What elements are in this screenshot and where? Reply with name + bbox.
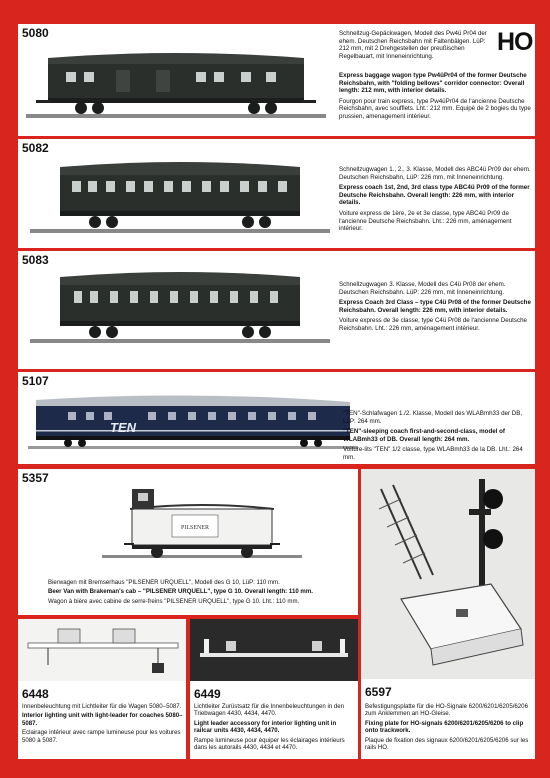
description-en: Express Coach 3rd Class – type C4ü Pr08 of the former Deutsche Reichsbahn. Overall length: 226 mm, with interior details. [339, 299, 531, 314]
product-description [194, 703, 356, 753]
description-en: Express baggage wagon type Pw4üPr04 of the former Deutsche Reichsbahn, with "folding bellows" corridor connector: Overall length: 212 mm, with interior details. [339, 72, 527, 95]
product-number: 5083 [22, 253, 49, 267]
product-number: 5107 [22, 374, 49, 388]
product-panel-5107 [18, 372, 535, 464]
product-panel-5083 [18, 251, 535, 369]
pilsener-logo: PILSENER [180, 525, 210, 531]
product-panel-5357 [18, 469, 358, 615]
description-de: Schnellzug-Gepäckwagen, Modell des Pw4ü Pr04 der ehem. Deutschen Reichsbahn mit Faltenbälgen. LüP: 212 mm, mit 2 Drehgestellen der preußischen Regelbauart, mit Inneneinrichtung. [339, 30, 487, 60]
product-description [22, 703, 184, 746]
product-panel-6448 [18, 619, 186, 759]
description-de: Schnellzugwagen 1., 2., 3. Klasse, Modell des ABC4ü Pr09 der ehem. Deutschen Reichsbahn, LüP: 226 mm, mit Inneneinrichtung. [339, 166, 531, 181]
product-panel-6449 [190, 619, 358, 759]
description-fr: Rampe lumineuse pour équiper les éclairages intérieurs dans les autorails 4430, 4434 et 4470. [194, 736, 345, 752]
ho-scale-badge: HO [497, 28, 533, 56]
description-en: Light leader accessory for interior lighting unit in railcar units 4430, 4434, 4470. [194, 719, 337, 735]
description-en: Express coach 1st, 2nd, 3rd class type ABC4ü Pr09 of the former Deutsche Reichsbahn. Overall length: 226 mm, with interior details. [339, 184, 530, 207]
description-fr: Voiture-lits "TEN" 1/2 classe, type WLABmh33 de la DB. Lht.: 264 mm. [343, 446, 523, 461]
ten-logo: TEN [110, 420, 136, 435]
description-en: Fixing plate for HO-signals 6200/6201/6205/6206 to clip onto trackwork. [365, 719, 524, 735]
signal-fixing-plate-photo [361, 469, 535, 679]
product-description [339, 281, 535, 336]
description-fr: Voiture express de 3e classe, type C4ü Pr08 de l'ancienne Deutsche Reichsbahn. Lht.: 226 mm, aménagement intérieur. [339, 317, 527, 332]
description-de: "TEN"-Schlafwagen 1./2. Klasse, Modell des WLABmh33 der DB, LüP: 264 mm. [343, 410, 523, 425]
product-description [48, 579, 353, 607]
baggage-wagon-photo [26, 42, 326, 132]
description-en: Beer Van with Brakeman's cab – "PILSENER URQUELL", type G 10. Overall length: 110 mm. [48, 588, 313, 596]
product-description [339, 30, 493, 63]
description-en: "TEN"-sleeping coach first-and-second-class, model of WLABmh33 of DB. Overall length: 264 mm. [343, 428, 505, 443]
third-class-coach-photo [30, 263, 330, 353]
product-number: 6449 [194, 687, 221, 701]
product-description [343, 410, 531, 464]
beer-van-photo [102, 477, 302, 567]
description-fr: Plaque de fixation des signaux 6200/6201/6205/6206 sur les rails HO. [365, 736, 529, 752]
product-number: 6448 [22, 687, 49, 701]
ten-sleeping-coach-photo [28, 386, 358, 458]
description-fr: Wagon à bière avec cabine de serre-freins "PILSENER URQUELL", type G 10. Lht.: 110 mm. [48, 597, 300, 605]
description-de: Lichtleiter Zurüstsatz für die Innenbeleuchtungen in den Triebwagen 4430, 4434, 4470. [194, 703, 345, 718]
description-de: Befestigungsplatte für die HO-Signale 6200/6201/6205/6206 zum Anklemmen an HO-Gleise. [365, 703, 528, 718]
product-number: 5357 [22, 471, 49, 485]
express-coach-photo [30, 153, 330, 243]
description-en: Interior lighting unit with light-leader for coaches 5080–5087. [22, 712, 183, 727]
light-leader-photo [190, 619, 358, 681]
product-panel-5082 [18, 139, 535, 248]
description-de: Innenbeleuchtung mit Lichtleiter für die Wagen 5080–5087. [22, 703, 182, 710]
description-fr: Voiture express de 1ère, 2e et 3e classe, type ABC4ü Pr09 de l'ancienne Deutsche Reichsbahn. Lht.: 226 mm, aménagement intérieur. [339, 209, 512, 233]
description-de: Schnellzugwagen 3. Klasse, Modell des C4ü Pr08 der ehem. Deutschen Reichsbahn. LüP: 226 mm, mit Inneneinrichtung. [339, 281, 506, 296]
product-panel-5080 [18, 24, 535, 136]
product-description-translations [339, 72, 535, 124]
product-description [339, 166, 535, 236]
description-fr: Eclairage intérieur avec rampe lumineuse pour les voitures 5080 à 5087. [22, 729, 181, 744]
product-number: 6597 [365, 685, 392, 699]
product-panel-6597 [361, 469, 535, 759]
product-number: 5082 [22, 141, 49, 155]
product-description [365, 703, 533, 753]
description-fr: Fourgon pour train express, type Pw4üPr04 de l'ancienne Deutsche Reichsbahn, avec soufflets. Lht.: 212 mm. Equipé de 2 bogies du type prussien, amenagement intérieur. [339, 97, 531, 120]
description-de: Bierwagen mit Bremserhaus "PILSENER URQUELL", Modell des G 10, LüP: 110 mm. [48, 579, 280, 586]
product-number: 5080 [22, 26, 49, 40]
interior-lighting-photo [18, 619, 186, 681]
